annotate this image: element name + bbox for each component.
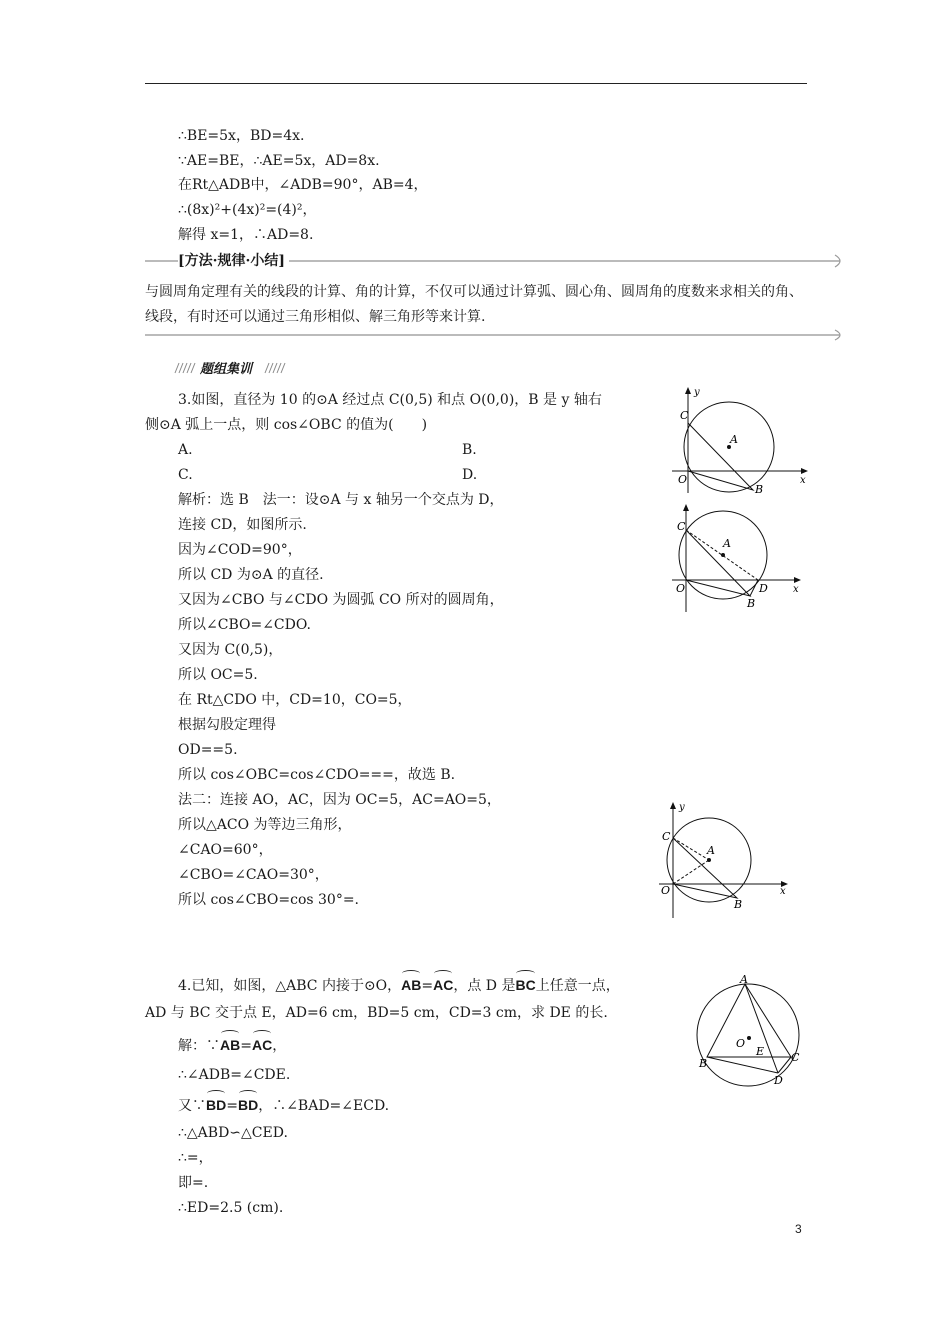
text-line: ∴(8x)²+(4x)²=(4)²， [178,202,317,218]
q3-solution-line: 连接 CD，如图所示. [178,517,307,533]
label-b: B [755,483,764,496]
q3-solution-line: 又因为 C(0,5)， [178,642,283,658]
label-o: O [661,884,671,897]
q4-solution-line: ∴△ABD∽△CED. [178,1125,288,1141]
text-line: ∴BE=5x，BD=4x. [178,128,305,144]
label-x: x [780,886,786,897]
q4-solution-line [178,1035,286,1056]
arc-bc: BC [515,977,536,993]
q4-solution-line: ∴ED=2.5 (cm). [178,1200,284,1216]
label-a: A [730,433,738,446]
q3-solution-line: 所以 OC=5. [178,667,258,683]
q3-figure-3 [655,798,800,923]
label-o: O [678,473,688,486]
arc-ab: AB [220,1037,241,1053]
label-y: y [679,802,685,813]
q4-stem-text: ，点 D 是 [453,978,516,994]
q3-solution-line: 解析：选 B 法一：设⊙A 与 x 轴另一个交点为 D， [178,492,504,508]
q3-solution-line: 因为∠COD=90°， [178,542,302,558]
q3-solution-line: 所以 cos∠OBC=cos∠CDO===，故选 B. [178,767,456,783]
q3-solution-line: 所以△ACO 为等边三角形， [178,817,352,833]
label-e: E [756,1045,765,1058]
equals: = [226,1098,238,1114]
label-c: C [680,409,689,422]
q3-figure-1 [668,383,813,498]
q3-solution-line: 所以 cos∠CBO=cos 30°=. [178,892,360,908]
q3-solution-line: 又因为∠CBO 与∠CDO 为圆弧 CO 所对的圆周角， [178,592,504,608]
q4-stem-line1 [178,975,620,996]
q4-sol-text: ， [272,1038,287,1054]
q4-sol-text: 解：∵ [178,1038,220,1054]
q3-stem-line1: 3.如图，直径为 10 的⊙A 经过点 C(0,5) 和点 O(0,0)，B 是 y 轴右 [178,392,602,408]
method-bottom-rule [145,328,845,342]
text-line: 解得 x=1，∴AD=8. [178,227,314,243]
q3-stem-line2: 侧⊙A 弧上一点，则 cos∠OBC 的值为( ) [145,417,428,433]
arc-bd: BD [237,1097,259,1113]
q3-solution-line: ∠CAO=60°， [178,842,273,858]
label-a: A [707,844,715,857]
arc-ac: AC [433,977,454,993]
q3-solution-line: 所以∠CBO=∠CDO. [178,617,311,633]
label-x: x [793,584,799,595]
q3-figure-2 [668,500,813,615]
label-o: O [676,582,686,595]
q4-solution-line: ∴∠ADB=∠CDE. [178,1067,291,1083]
label-d: D [759,582,768,595]
q3-option-c: C. [178,467,193,483]
label-y: y [694,387,700,398]
label-x: x [800,475,806,486]
page-number: 3 [795,1222,802,1236]
q3-solution-line: 在 Rt△CDO 中，CD=10，CO=5， [178,692,412,708]
arc-ac: AC [251,1037,273,1053]
label-c: C [662,830,671,843]
label-a: A [740,975,748,986]
q3-option-a: A. [178,442,193,458]
arc-ab: AB [401,977,422,993]
q4-solution-line: ∴=， [178,1150,213,1166]
q3-solution-line: 法二：连接 AO，AC，因为 OC=5，AC=AO=5， [178,792,501,808]
q4-sol-text: ，∴∠BAD=∠ECD. [258,1098,390,1114]
q4-stem-text: 上任意一点， [535,978,620,994]
q3-option-b: B. [462,442,477,458]
q3-solution-line: 所以 CD 为⊙A 的直径. [178,567,324,583]
label-b: B [699,1057,708,1070]
method-text: 与圆周角定理有关的线段的计算、角的计算，不仅可以通过计算弧、圆心角、圆周角的度数来求相关的角、线段，有时还可以通过三角形相似、解三角形等来计算. [145,284,803,325]
q3-solution-line: 根据勾股定理得 [178,717,276,733]
label-b: B [747,597,756,610]
text-line: 在Rt△ADB中，∠ADB=90°，AB=4， [178,177,428,193]
text-line: ∵AE=BE，∴AE=5x，AD=8x. [178,153,380,169]
header-rule [145,83,807,84]
equals: = [421,978,434,994]
label-c: C [791,1051,800,1064]
q4-figure [690,975,815,1090]
label-d: D [774,1074,783,1087]
arc-bd: BD [206,1097,227,1113]
label-b: B [734,898,743,911]
q4-solution-line: 即=. [178,1175,209,1191]
equals: = [240,1038,252,1054]
q3-option-d: D. [462,467,478,483]
q3-solution-line: OD==5. [178,742,238,758]
label-a: A [723,537,731,550]
group-title: 题组集训 [200,362,253,377]
q4-solution-line [178,1095,389,1116]
q3-solution-line: ∠CBO=∠CAO=30°， [178,867,329,883]
q4-sol-text: 又∵ [178,1098,206,1114]
label-c: C [677,520,686,533]
q4-stem-line2: AD 与 BC 交于点 E，AD=6 cm，BD=5 cm，CD=3 cm，求 DE 的长. [145,1005,608,1021]
method-title: [方法·规律·小结] [178,251,289,271]
label-o: O [736,1037,746,1050]
q4-stem-text: 4.已知，如图，△ABC 内接于⊙O， [178,978,402,994]
